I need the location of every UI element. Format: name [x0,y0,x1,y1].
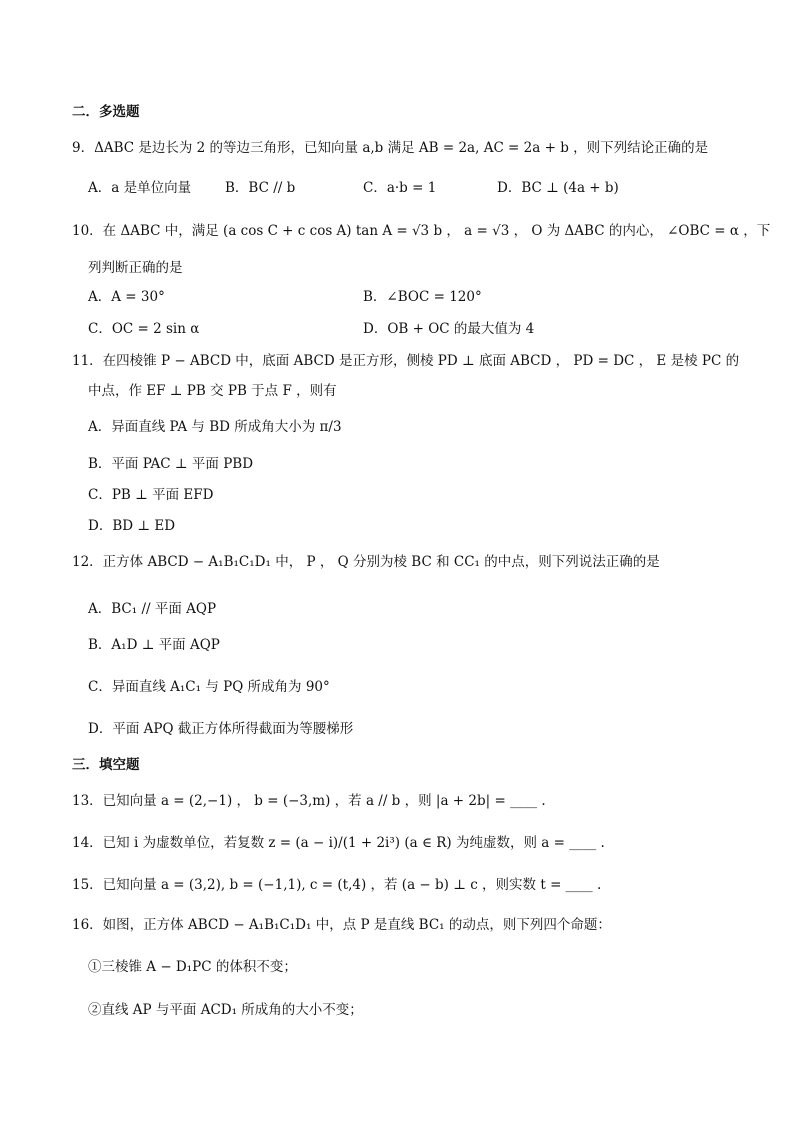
q16-item-1: ①三棱锥 A − D₁PC 的体积不变； [88,959,297,975]
q9-option-b: B．BC // b [225,180,296,196]
q12-option-a: A．BC₁ // 平面 AQP [88,601,217,617]
q16-stem: 16．如图，正方体 ABCD − A₁B₁C₁D₁ 中，点 P 是直线 BC₁ 的动点，则下列四个命题： [72,917,611,933]
q9-option-d: D．BC ⊥ (4a + b) [497,180,619,196]
q10-stem-line1: 10．在 ΔABC 中，满足 (a cos C + c cos A) tan A = √3 b ， a = √3 ， O 为 ΔABC 的内心， ∠OBC = α ，下 [72,223,771,239]
q11-option-c: C．PB ⊥ 平面 EFD [88,487,214,503]
q12-option-c: C．异面直线 A₁C₁ 与 PQ 所成角为 90° [88,679,330,695]
q9-stem: 9．ΔABC 是边长为 2 的等边三角形，已知向量 a,b 满足 AB = 2a, AC = 2a + b ，则下列结论正确的是 [72,140,709,156]
q12-option-b: B．A₁D ⊥ 平面 AQP [88,637,220,653]
q12-stem: 12．正方体 ABCD − A₁B₁C₁D₁ 中， P ， Q 分别为棱 BC 和 CC₁ 的中点，则下列说法正确的是 [72,554,660,570]
q10-option-d: D．OB + OC 的最大值为 4 [363,321,535,337]
q9-option-c: C．a·b = 1 [363,180,437,196]
q16-item-2: ②直线 AP 与平面 ACD₁ 所成角的大小不变； [88,1002,363,1018]
q10-option-b: B．∠BOC = 120° [363,289,482,305]
q11-stem-line2: 中点，作 EF ⊥ PB 交 PB 于点 F ，则有 [88,383,337,399]
q15-text: 15．已知向量 a = (3,2), b = (−1,1), c = (t,4) ，若 (a − b) ⊥ c ，则实数 t = ____ . [72,877,602,893]
section-heading-fill-in: 三．填空题 [72,757,140,773]
q10-option-c: C．OC = 2 sin α [88,321,200,337]
section-heading-multiple-choice: 二．多选题 [72,104,140,120]
q10-option-a: A．A = 30° [88,289,165,305]
q11-stem-line1: 11．在四棱锥 P − ABCD 中，底面 ABCD 是正方形，侧棱 PD ⊥ 底面 ABCD ， PD = DC ， E 是棱 PC 的 [72,353,740,369]
q10-stem-line2: 列判断正确的是 [88,260,183,276]
q14-text: 14．已知 i 为虚数单位，若复数 z = (a − i)/(1 + 2i³) (a ∈ R) 为纯虚数，则 a = ____ . [72,835,605,851]
q11-option-b: B．平面 PAC ⊥ 平面 PBD [88,456,254,472]
q11-option-a: A．异面直线 PA 与 BD 所成角大小为 π/3 [88,419,342,435]
q11-option-d: D．BD ⊥ ED [88,518,176,534]
q13-text: 13．已知向量 a = (2,−1) ， b = (−3,m) ，若 a // b ，则 |a + 2b| = ____ . [72,793,546,809]
q9-option-a: A．a 是单位向量 [88,180,192,196]
q12-option-d: D．平面 APQ 截正方体所得截面为等腰梯形 [88,721,354,737]
